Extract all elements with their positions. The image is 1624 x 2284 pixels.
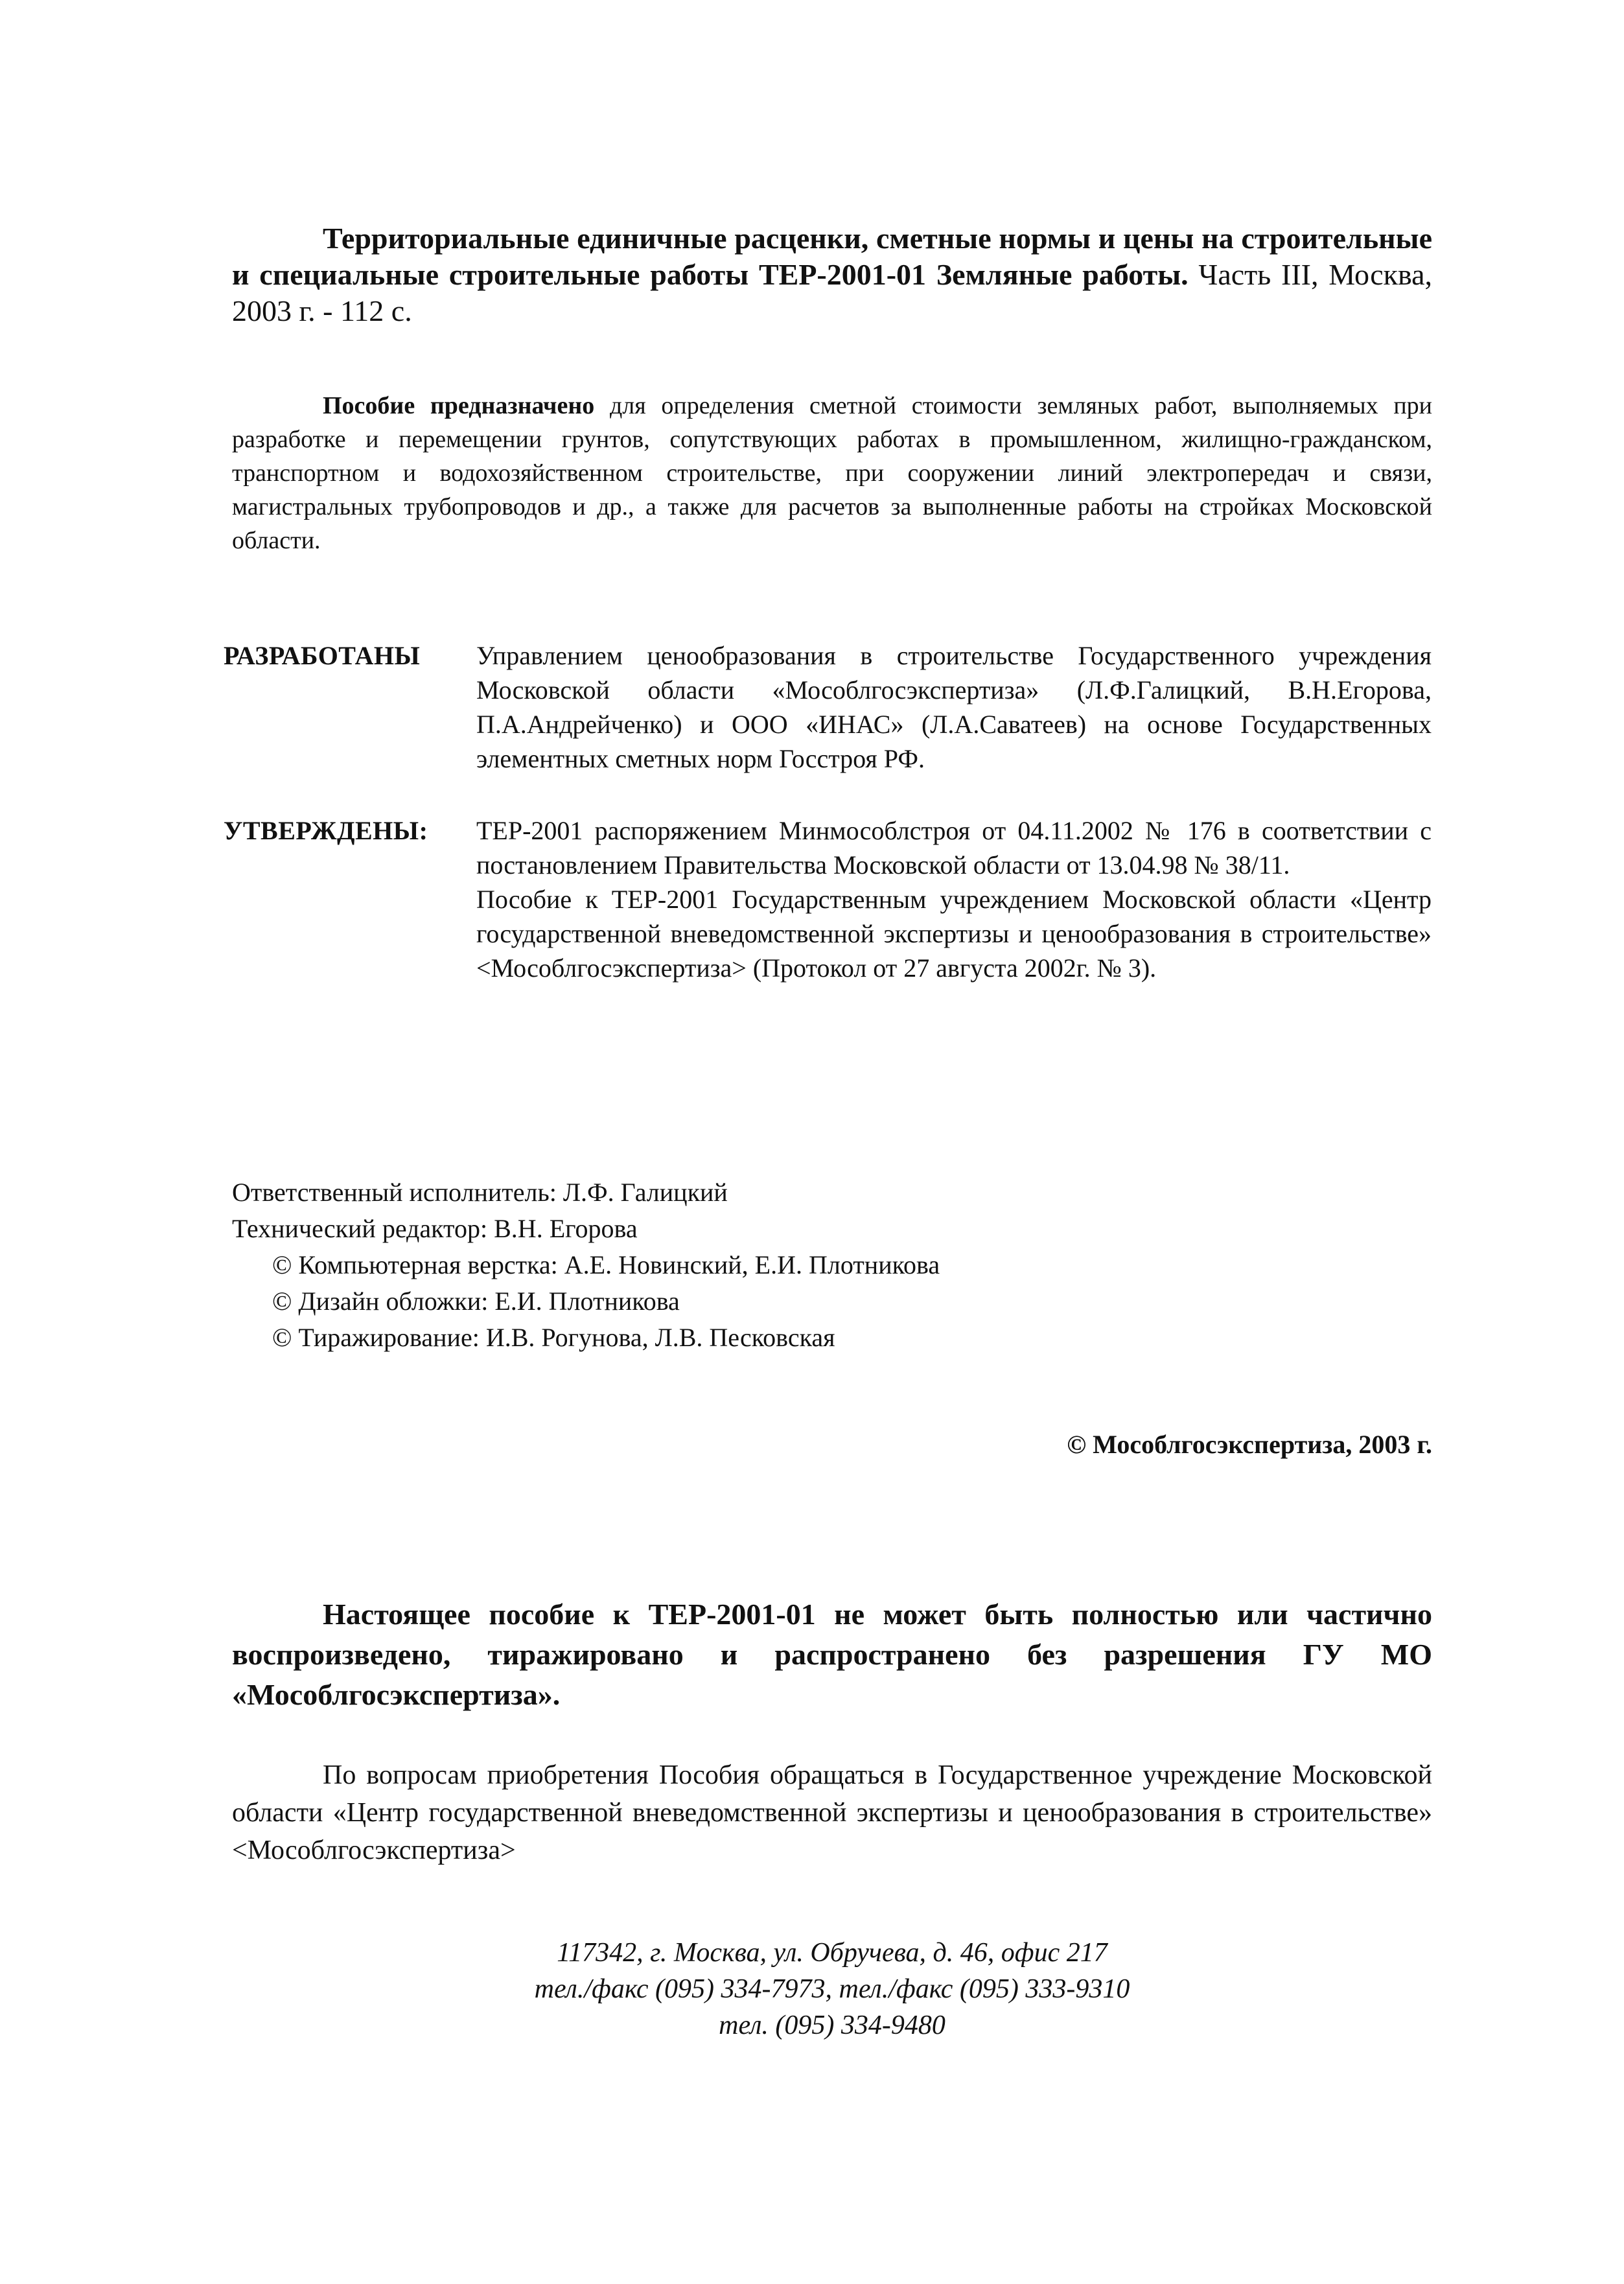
layout-credit: © Компьютерная верстка: А.Е. Новинский, Е.И. Плотникова — [272, 1250, 940, 1279]
address-line: 117342, г. Москва, ул. Обручева, д. 46, офис 217 — [557, 1938, 1108, 1968]
phone-line: тел. (095) 334-9480 — [719, 2010, 945, 2040]
contact-address — [232, 1935, 1432, 2044]
purpose-body: для определения сметной стоимости земляных работ, выполняемых при разработке и перемещении грунтов, сопутствующих работах в промышленном, жилищно-гражданском, транспортном и водохозяйственном строительстве, при сооружении линий электропередач и связи, магистральных трубопроводов и др., а также для расчетов за выполненные работы на стройках Московской области. — [232, 392, 1433, 554]
approved-paragraph-1: ТЕР-2001 распоряжением Минмособлстроя от 04.11.2002 № 176 в соответствии с постановлением Правительства Московской области от 13.04.98 № 38/11. — [476, 816, 1432, 880]
approved-label: УТВЕРЖДЕНЫ: — [224, 816, 428, 845]
purpose-paragraph — [232, 389, 1432, 557]
approved-text — [476, 813, 1432, 985]
responsible-executor: Ответственный исполнитель: Л.Ф. Галицкий — [232, 1178, 728, 1207]
purpose-lead: Пособие предназначено — [323, 392, 595, 419]
developed-text — [476, 638, 1432, 776]
title-part-info: Часть III, Москва, 2003 г. - 112 с. — [232, 258, 1432, 327]
technical-editor: Технический редактор: В.Н. Егорова — [232, 1214, 638, 1243]
title-main: Территориальные единичные расценки, сметные нормы и цены на строительные и специальные строительные работы ТЕР-2001-01 Земляные работы. — [232, 222, 1432, 291]
copyright-line: © Мособлгосэкспертиза, 2003 г. — [1067, 1430, 1432, 1459]
staff-credits — [232, 1174, 940, 1356]
copies-credit: © Тиражирование: И.В. Рогунова, Л.В. Песковская — [272, 1323, 835, 1352]
approved-paragraph-2: Пособие к ТЕР-2001 Государственным учреждением Московской области «Центр государственной вневедомственной экспертизы и ценообразования в строительстве» <Мособлгосэкспертиза> (Протокол от 27 августа 2002г. № 3). — [476, 885, 1432, 983]
reproduction-notice: Настоящее пособие к ТЕР-2001-01 не может быть полностью или частично воспроизведено, тиражировано и распространено без разрешения ГУ МО «Мособлгосэкспертиза». — [232, 1598, 1432, 1711]
document-title — [232, 220, 1432, 329]
phone-fax-line: тел./факс (095) 334-7973, тел./факс (095) 333-9310 — [534, 1974, 1130, 2004]
purchase-contact: По вопросам приобретения Пособия обращаться в Государственное учреждение Московской области «Центр государственной вневедомственной экспертизы и ценообразования в строительстве» <Мособлгосэкспертиза> — [232, 1760, 1432, 1865]
cover-design-credit: © Дизайн обложки: Е.И. Плотникова — [272, 1287, 680, 1316]
developed-label: РАЗРАБОТАНЫ — [224, 641, 421, 670]
developed-paragraph: Управлением ценообразования в строительстве Государственного учреждения Московской области «Мособлгосэкспертиза» (Л.Ф.Галицкий, В.Н.Егорова, П.А.Андрейченко) и ООО «ИНАС» (Л.А.Саватеев) на основе Государственных элементных сметных норм Госстроя РФ. — [476, 641, 1432, 773]
